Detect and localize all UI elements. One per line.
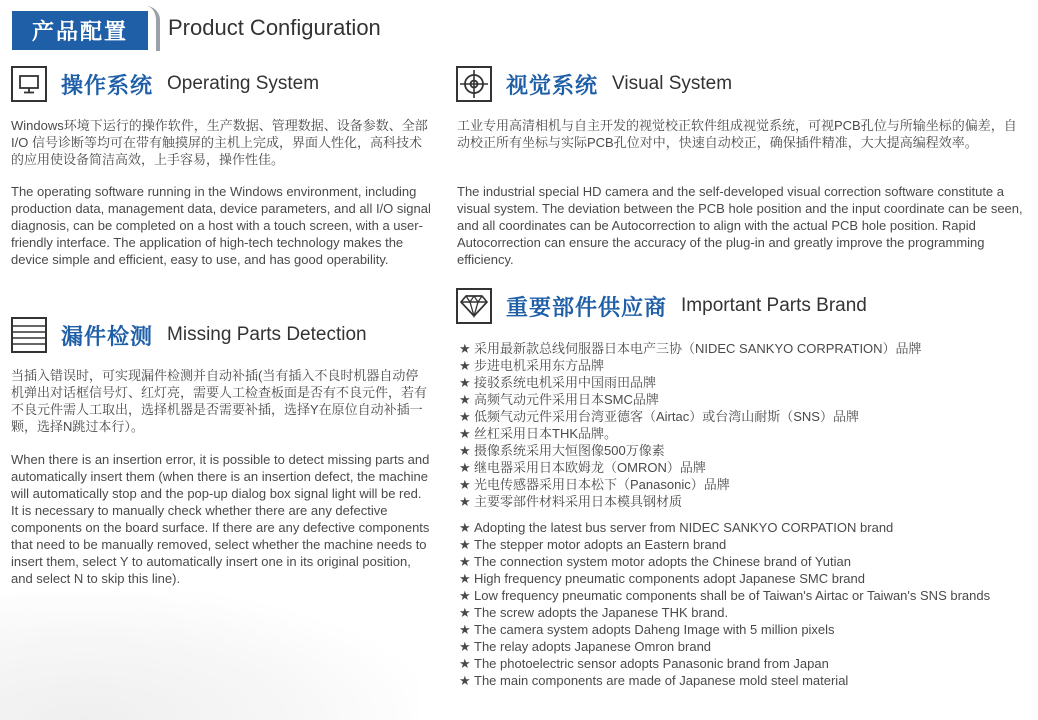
star-bullet-icon: ★ bbox=[459, 477, 471, 492]
list-item-text: The connection system motor adopts the Chinese brand of Yutian bbox=[474, 554, 851, 569]
crosshair-target-icon bbox=[456, 66, 492, 102]
operating-system-text-cn: Windows环境下运行的操作软件，生产数据、管理数据、设备参数、全部 I/O 信号诊断等均可在带有触摸屏的主机上完成，界面人性化，高科技术的应用使设备简洁高效，上手容易，操作性佳。 bbox=[11, 118, 428, 167]
operating-system-text-en: The operating software running in the Windows environment, including production data, management data, device parameters, and all I/O signal diagnosis, can be completed on a host with a touch screen, with a user-friendly interface. The application of high-tech technology makes the device simple and efficient, easy to use, and has good operability. bbox=[11, 184, 431, 267]
section-title-en: Visual System bbox=[612, 73, 733, 94]
parts-brand-list-cn bbox=[459, 340, 1029, 510]
star-bullet-icon: ★ bbox=[459, 494, 471, 509]
section-missing-parts-heading bbox=[11, 317, 367, 353]
list-item bbox=[459, 638, 1029, 655]
monitor-icon bbox=[11, 66, 47, 102]
header-tag-label: 产品配置 bbox=[31, 20, 128, 45]
list-item-text: The main components are made of Japanese mold steel material bbox=[474, 673, 849, 688]
list-item-text: 步进电机采用东方品牌 bbox=[474, 358, 605, 373]
star-bullet-icon: ★ bbox=[459, 622, 471, 637]
star-bullet-icon: ★ bbox=[459, 443, 471, 458]
list-item bbox=[459, 374, 1029, 391]
section-title-en: Missing Parts Detection bbox=[167, 324, 367, 345]
star-bullet-icon: ★ bbox=[459, 554, 471, 569]
visual-system-text-cn: 工业专用高清相机与自主开发的视觉校正软件组成视觉系统，可视PCB孔位与所输坐标的偏差，自动校正所有坐标与实际PCB孔位对中，快速自动校正，确保插件精准，大大提高编程效率。 bbox=[457, 118, 1017, 150]
star-bullet-icon: ★ bbox=[459, 588, 471, 603]
star-bullet-icon: ★ bbox=[459, 571, 471, 586]
section-title-en: Important Parts Brand bbox=[681, 295, 867, 316]
missing-parts-text-cn: 当插入错误时，可实现漏件检测并自动补插(当有插入不良时机器自动停机弹出对话框信号灯、红灯亮，需要人工检查板面是否有不良元件，若有不良元件需人工取出，选择机器是否需要补插，选择Y在原位自动补插一颗，选择N跳过本行）。 bbox=[11, 368, 428, 434]
star-bullet-icon: ★ bbox=[459, 341, 471, 356]
header-tag bbox=[12, 11, 148, 50]
section-title-en: Operating System bbox=[167, 73, 320, 94]
list-item bbox=[459, 357, 1029, 374]
list-item-text: 继电器采用日本欧姆龙（OMRON）品牌 bbox=[474, 460, 706, 475]
list-item-text: 采用最新款总线伺服器日本电产三协（NIDEC SANKYO CORPRATION）品牌 bbox=[474, 341, 922, 356]
section-operating-system-heading bbox=[11, 66, 319, 102]
section-title-cn: 操作系统 bbox=[61, 73, 154, 99]
star-bullet-icon: ★ bbox=[459, 673, 471, 688]
list-item-text: The photoelectric sensor adopts Panasonic brand from Japan bbox=[474, 656, 829, 671]
list-item bbox=[459, 621, 1029, 638]
list-item-text: 丝杠采用日本THK品牌。 bbox=[474, 426, 618, 441]
list-item-text: 主要零部件材料采用日本模具钢材质 bbox=[474, 494, 683, 509]
list-item bbox=[459, 672, 1029, 689]
section-visual-system-heading bbox=[456, 66, 732, 102]
star-bullet-icon: ★ bbox=[459, 537, 471, 552]
list-item bbox=[459, 476, 1029, 493]
section-title-cn: 重要部件供应商 bbox=[506, 295, 668, 321]
list-item bbox=[459, 655, 1029, 672]
list-item-text: Low frequency pneumatic components shall be of Taiwan's Airtac or Taiwan's SNS brands bbox=[474, 588, 991, 603]
star-bullet-icon: ★ bbox=[459, 656, 471, 671]
list-item-text: The camera system adopts Daheng Image with 5 million pixels bbox=[474, 622, 835, 637]
star-bullet-icon: ★ bbox=[459, 639, 471, 654]
list-item-text: 低频气动元件采用台湾亚德客（Airtac）或台湾山耐斯（SNS）品牌 bbox=[474, 409, 859, 424]
list-item bbox=[459, 587, 1029, 604]
list-item-text: The screw adopts the Japanese THK brand. bbox=[474, 605, 729, 620]
list-item bbox=[459, 570, 1029, 587]
missing-parts-text-en: When there is an insertion error, it is possible to detect missing parts and automatically insert them (when there is an insertion defect, the machine will automatically stop and the pop-up dialog box signal light will be red. It is necessary to manually check whether there are any defective components on the board surface. If there are any defective components that need to be manually removed, select whether the machine needs to insert them, select Y to automatically insert one in its original position, and select N to skip this line). bbox=[11, 452, 430, 586]
list-item-text: The stepper motor adopts an Eastern brand bbox=[474, 537, 727, 552]
list-item-text: 接驳系统电机采用中国雨田品牌 bbox=[474, 375, 657, 390]
star-bullet-icon: ★ bbox=[459, 605, 471, 620]
star-bullet-icon: ★ bbox=[459, 460, 471, 475]
list-item bbox=[459, 493, 1029, 510]
visual-system-text-en: The industrial special HD camera and the self-developed visual correction software constitute a visual system. The deviation between the PCB hole position and the input coordinate can be seen, and all coordinates can be Autocorrection to align with the actual PCB hole position. Rapid Autocorrection can ensure the accuracy of the plug-in and greatly improve the programming efficiency. bbox=[457, 184, 1023, 267]
list-item bbox=[459, 519, 1029, 536]
list-item bbox=[459, 553, 1029, 570]
diamond-icon bbox=[456, 288, 492, 324]
section-parts-brand-heading bbox=[456, 288, 867, 324]
star-bullet-icon: ★ bbox=[459, 409, 471, 424]
list-item-text: 摄像系统采用大恒图像500万像素 bbox=[474, 443, 665, 458]
list-item-text: Adopting the latest bus server from NIDEC SANKYO CORPATION brand bbox=[474, 520, 894, 535]
section-title-cn: 漏件检测 bbox=[61, 324, 154, 350]
parts-brand-list-en bbox=[459, 519, 1029, 689]
list-item-text: High frequency pneumatic components adopt Japanese SMC brand bbox=[474, 571, 865, 586]
list-item bbox=[459, 391, 1029, 408]
list-item bbox=[459, 425, 1029, 442]
page-title: Product Configuration bbox=[168, 15, 381, 40]
list-item-text: 高频气动元件采用日本SMC品牌 bbox=[474, 392, 659, 407]
section-title-cn: 视觉系统 bbox=[506, 73, 599, 99]
page-background bbox=[0, 590, 420, 720]
star-bullet-icon: ★ bbox=[459, 375, 471, 390]
list-item bbox=[459, 340, 1029, 357]
star-bullet-icon: ★ bbox=[459, 358, 471, 373]
list-item bbox=[459, 536, 1029, 553]
list-item bbox=[459, 604, 1029, 621]
star-bullet-icon: ★ bbox=[459, 520, 471, 535]
header-tag-divider bbox=[138, 6, 160, 51]
list-item bbox=[459, 408, 1029, 425]
list-item bbox=[459, 442, 1029, 459]
list-item bbox=[459, 459, 1029, 476]
star-bullet-icon: ★ bbox=[459, 392, 471, 407]
list-lines-icon bbox=[11, 317, 47, 353]
star-bullet-icon: ★ bbox=[459, 426, 471, 441]
list-item-text: The relay adopts Japanese Omron brand bbox=[474, 639, 712, 654]
list-item-text: 光电传感器采用日本松下（Panasonic）品牌 bbox=[474, 477, 730, 492]
